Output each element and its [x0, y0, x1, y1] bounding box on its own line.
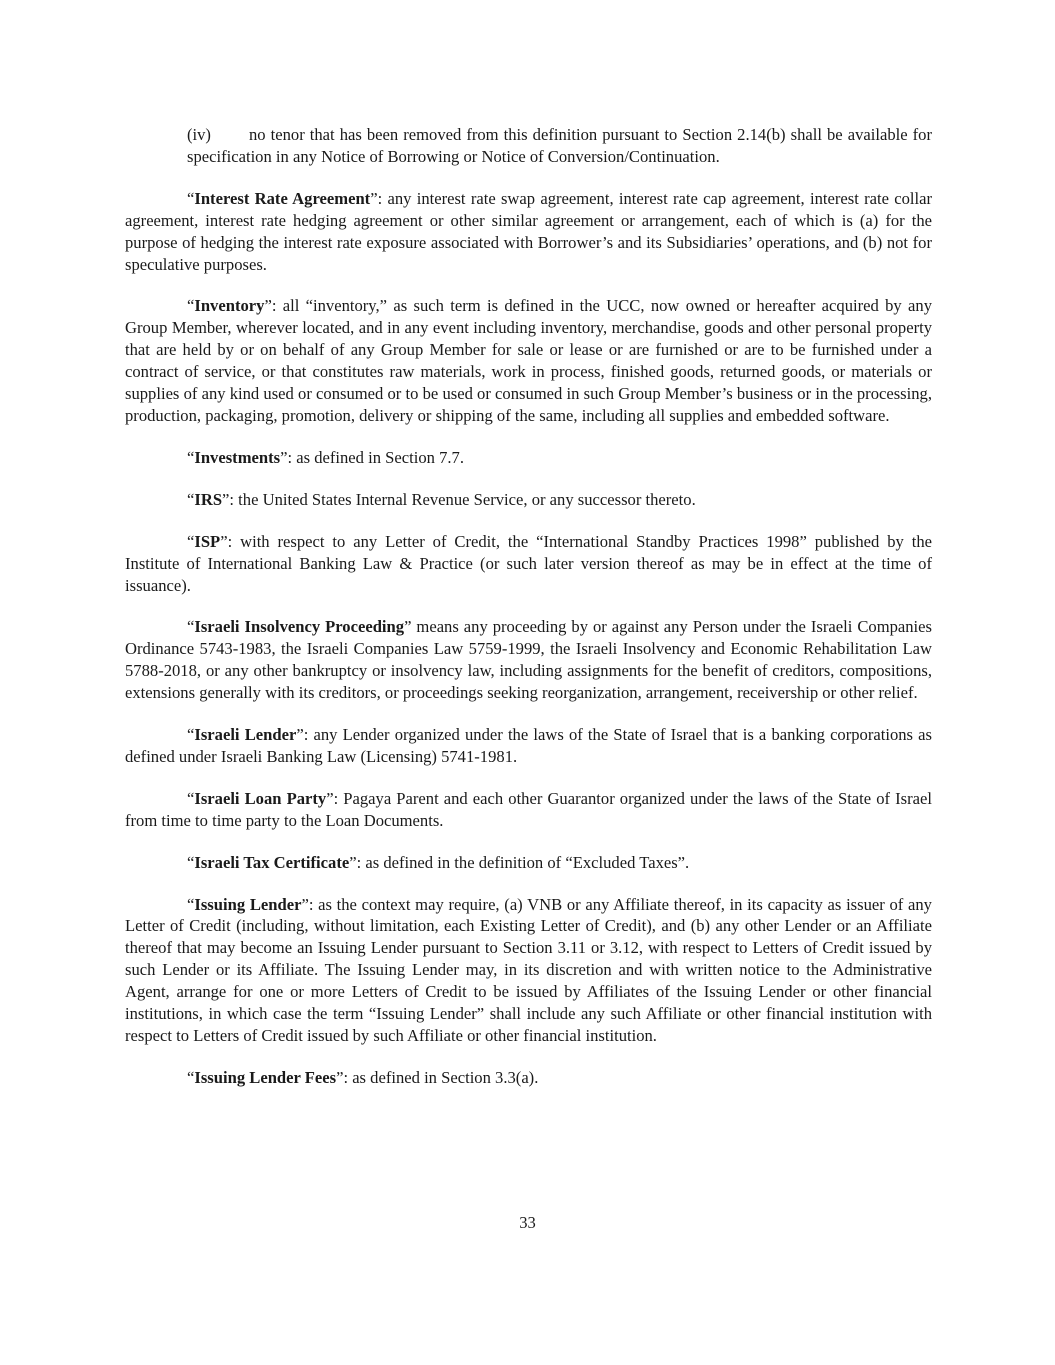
- clause-iv: [187, 124, 932, 168]
- definition-text: : any Lender organized under the laws of the State of Israel that is a banking corporations as defined under Israeli Banking Law (Licensing) 5741-1981.: [125, 725, 932, 766]
- definition-interest-rate-agreement: “Interest Rate Agreement”: any interest rate swap agreement, interest rate cap agreement, interest rate collar agreement, interest rate hedging agreement or other similar agreement or arrangement, each of which is (a) for the purpose of hedging the interest rate exposure associated with Borrower’s and its Subsidiaries’ operations, and (b) not for speculative purposes.: [125, 188, 933, 274]
- clause-iv-text: no tenor that has been removed from this definition pursuant to Section 2.14(b) shall be available for specification in any Notice of Borrowing or Notice of Conversion/Continuation.: [187, 125, 932, 166]
- definition-text: : any interest rate swap agreement, interest rate cap agreement, interest rate collar agreement, interest rate hedging agreement or other similar agreement or arrangement, each of which is (a) for the purpose of hedging the interest rate exposure associated with Borrower’s and its Subsidiaries’ operations, and (b) not for speculative purposes.: [125, 188, 933, 274]
- definition-irs: “IRS”: the United States Internal Revenue Service, or any successor thereto.: [187, 489, 696, 509]
- definition-israeli-loan-party: “Israeli Loan Party”: Pagaya Parent and each other Guarantor organized under the laws of the State of Israel from time to time party to the Loan Documents.: [125, 788, 932, 830]
- definition-text: : as defined in the definition of “Excluded Taxes”.: [356, 852, 690, 872]
- definition-text: : as the context may require, (a) VNB or any Affiliate thereof, in its capacity as issuer of any Letter of Credit (including, without limitation, each Existing Letter of Credit), and (b) any other Lender or an Affiliate thereof that may become an Issuing Lender pursuant to Section 3.11 or 3.12, with respect to Letters of Credit issued by such Lender or its Affiliate. The Issuing Lender may, in its discretion and with written notice to the Administrative Agent, arrange for one or more Letters of Credit to be issued by Affiliates of the Issuing Lender or other financial institutions, in which case the term “Issuing Lender” shall include any such Affiliate or other financial institution with respect to Letters of Credit issued by such Affiliate or other financial institution.: [125, 894, 932, 1045]
- page-number: 33: [519, 1213, 536, 1232]
- defined-term: Israeli Tax Certificate: [194, 852, 350, 872]
- defined-term: Inventory: [194, 296, 265, 316]
- defined-term: ISP: [194, 531, 221, 551]
- definition-text: : all “inventory,” as such term is defined in the UCC, now owned or hereafter acquired by any Group Member, wherever located, and in any event including inventory, merchandise, goods and other personal property that are held by or on behalf of any Group Member for sale or lease or are furnished or are to be furnished under a contract of service, or that constitutes raw materials, work in process, finished goods, returned goods, or materials or supplies of any kind used or consumed or to be used or consumed in such Group Member’s business or in the processing, production, packaging, promotion, delivery or shipping of the same, including all supplies and embedded software.: [125, 296, 932, 425]
- page-body: [125, 124, 932, 1109]
- definition-issuing-lender: “Issuing Lender”: as the context may require, (a) VNB or any Affiliate thereof, in its capacity as issuer of any Letter of Credit (including, without limitation, each Existing Letter of Credit), and (b) any other Lender or an Affiliate thereof that may become an Issuing Lender pursuant to Section 3.11 or 3.12, with respect to Letters of Credit issued by such Lender or its Affiliate. The Issuing Lender may, in its discretion and with written notice to the Administrative Agent, arrange for one or more Letters of Credit to be issued by Affiliates of the Issuing Lender or other financial institutions, in which case the term “Issuing Lender” shall include any such Affiliate or other financial institution with respect to Letters of Credit issued by such Affiliate or other financial institution.: [125, 894, 932, 1045]
- definition-israeli-tax-certificate: “Israeli Tax Certificate”: as defined in the definition of “Excluded Taxes”.: [187, 852, 690, 872]
- definition-text: : as defined in Section 7.7.: [287, 447, 464, 467]
- definition-text: : as defined in Section 3.3(a).: [343, 1067, 539, 1087]
- defined-term: Interest Rate Agreement: [194, 188, 371, 208]
- defined-term: IRS: [194, 489, 223, 509]
- defined-term: Israeli Insolvency Proceeding: [194, 617, 405, 637]
- defined-term: Issuing Lender: [194, 894, 302, 914]
- defined-term: Israeli Loan Party: [194, 788, 327, 808]
- definition-isp: “ISP”: with respect to any Letter of Credit, the “International Standby Practices 1998” published by the Institute of International Banking Law & Practice (or such later version thereof as may be in effect at the time of issuance).: [125, 531, 932, 595]
- clause-iv-label: (iv): [187, 125, 211, 144]
- definition-text: : Pagaya Parent and each other Guarantor organized under the laws of the State of Israel from time to time party to the Loan Documents.: [125, 788, 932, 830]
- definition-text: : the United States Internal Revenue Service, or any successor thereto.: [229, 489, 696, 509]
- definition-issuing-lender-fees: “Issuing Lender Fees”: as defined in Section 3.3(a).: [187, 1067, 539, 1087]
- definition-text: means any proceeding by or against any Person under the Israeli Companies Ordinance 5743-1983, the Israeli Companies Law 5759-1999, the Israeli Insolvency and Economic Rehabilitation Law 5788-2018, or any other bankruptcy or insolvency law, including assignments for the benefit of creditors, compositions, extensions generally with its creditors, or proceedings seeking reorganization, arrangement, receivership or other relief.: [125, 617, 932, 703]
- defined-term: Israeli Lender: [194, 725, 297, 745]
- defined-term: Issuing Lender Fees: [194, 1067, 337, 1087]
- definition-israeli-insolvency-proceeding: “Israeli Insolvency Proceeding” means any proceeding by or against any Person under the Israeli Companies Ordinance 5743-1983, the Israeli Companies Law 5759-1999, the Israeli Insolvency and Economic Rehabilitation Law 5788-2018, or any other bankruptcy or insolvency law, including assignments for the benefit of creditors, compositions, extensions generally with its creditors, or proceedings seeking reorganization, arrangement, receivership or other relief.: [125, 617, 932, 703]
- definition-investments: “Investments”: as defined in Section 7.7.: [187, 447, 464, 467]
- definition-text: : with respect to any Letter of Credit, the “International Standby Practices 1998” published by the Institute of International Banking Law & Practice (or such later version thereof as may be in effect at the time of issuance).: [125, 531, 932, 595]
- defined-term: Investments: [194, 447, 281, 467]
- definition-israeli-lender: “Israeli Lender”: any Lender organized under the laws of the State of Israel that is a banking corporations as defined under Israeli Banking Law (Licensing) 5741-1981.: [125, 725, 932, 766]
- definition-inventory: “Inventory”: all “inventory,” as such term is defined in the UCC, now owned or hereafter acquired by any Group Member, wherever located, and in any event including inventory, merchandise, goods and other personal property that are held by or on behalf of any Group Member for sale or lease or are furnished or are to be furnished under a contract of service, or that constitutes raw materials, work in process, finished goods, returned goods, or materials or supplies of any kind used or consumed or to be used or consumed in such Group Member’s business or in the processing, production, packaging, promotion, delivery or shipping of the same, including all supplies and embedded software.: [125, 296, 932, 425]
